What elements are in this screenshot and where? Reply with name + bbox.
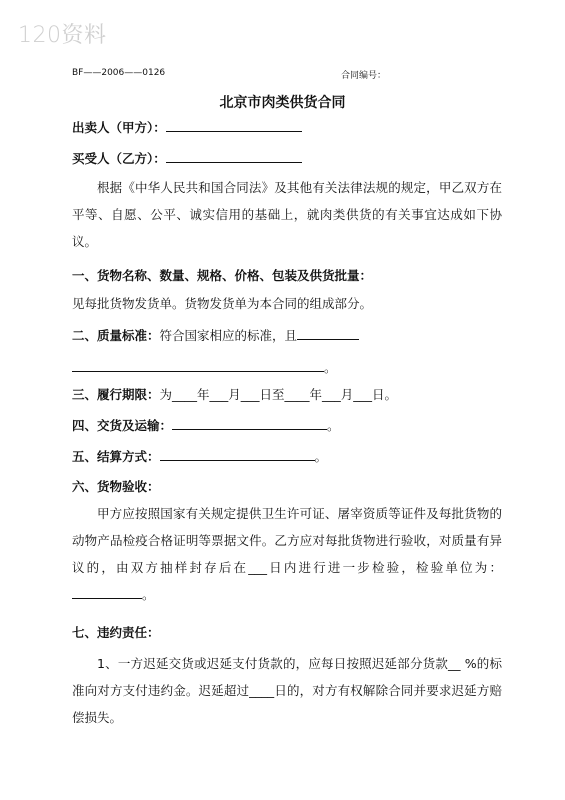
section-4-heading: 四、交货及运输： <box>72 418 173 433</box>
section-5-heading: 五、结算方式： <box>72 449 160 464</box>
document-code: BF——2006——0126 <box>72 68 166 78</box>
section-3-text: 为____年___月___日至____年___月___日。 <box>159 387 398 402</box>
section-7-heading: 七、违约责任： <box>72 625 160 640</box>
section-2-line <box>72 322 359 349</box>
section-3-heading: 三、履行期限： <box>72 387 160 402</box>
section-6-paragraph: 甲方应按照国家有关规定提供卫生许可证、屠宰资质等证件及每批货物的动物产品检疫合格证明等票据文件。乙方应对每批货物进行验收，对质量有异议的，由双方抽样封存后在___日内进行进一步检验，检验单位为：。 <box>72 506 502 602</box>
intro-paragraph: 根据《中华人民共和国合同法》及其他有关法律法规的规定，甲乙双方在平等、自愿、公平、诚实信用的基础上，就肉类供货的有关事宜达成如下协议。 <box>72 180 502 249</box>
section-7-paragraph: 1、一方迟延交货或迟延支付货款的，应每日按照迟延部分货款__ %的标准向对方支付违约金。迟延超过____日的，对方有权解除合同并要求迟延方赔偿损失。 <box>72 656 502 725</box>
section-2-text: 符合国家相应的标准，且 <box>159 328 298 343</box>
section-6-heading: 六、货物验收： <box>72 479 160 494</box>
section-2-heading: 二、质量标准： <box>72 328 160 343</box>
section-2-line-2: 。 <box>72 354 337 381</box>
section-5-line: 五、结算方式： 。 <box>72 449 328 464</box>
section-3-line <box>72 381 397 408</box>
seller-label: 出卖人（甲方）： <box>72 120 166 135</box>
seller-line <box>72 118 302 136</box>
seller-blank <box>166 119 302 132</box>
section-5-blank <box>160 448 315 461</box>
section-2-blank-1 <box>297 327 359 340</box>
buyer-label: 买受人（乙方）： <box>72 151 166 166</box>
contract-number-label: 合同编号： <box>341 71 387 81</box>
section-2-blank-2 <box>72 359 324 372</box>
section-4-blank <box>172 417 327 430</box>
watermark: 120资料 <box>18 23 107 48</box>
buyer-line <box>72 149 302 167</box>
section-1-text: 见每批货物发货单。货物发货单为本合同的组成部分。 <box>72 296 373 311</box>
section-4-line: 四、交货及运输： 。 <box>72 418 340 433</box>
section-6-blank <box>72 586 142 599</box>
section-1-heading: 一、货物名称、数量、规格、价格、包装及供货批量： <box>72 268 373 283</box>
page-title: 北京市肉类供货合同 <box>219 95 346 111</box>
buyer-blank <box>166 150 302 163</box>
